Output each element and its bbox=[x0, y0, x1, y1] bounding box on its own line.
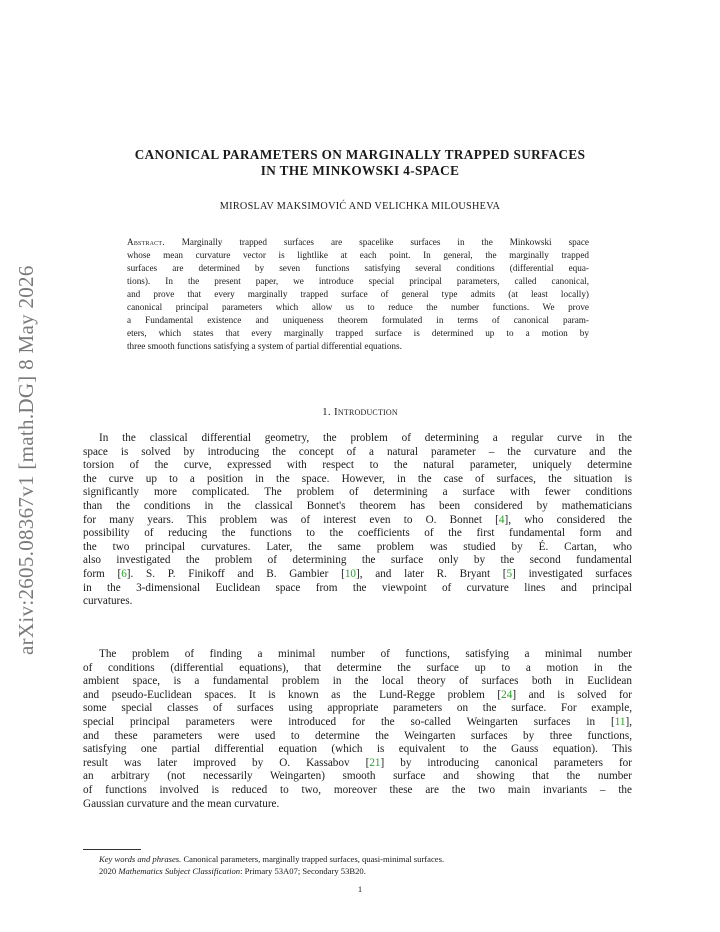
page-number: 1 bbox=[357, 884, 363, 894]
paragraph-line: satisfying one partial differential equation (which is equivalent to the Gauss equation). This bbox=[83, 743, 632, 756]
paragraph-line: significantly more complicated. The problem of determining a surface with fewer conditions bbox=[83, 486, 632, 499]
paper-title bbox=[80, 147, 640, 178]
paragraph-line: also investigated the problem of determining the surface only by the second fundamental bbox=[83, 554, 632, 567]
title-line-2: IN THE MINKOWSKI 4-SPACE bbox=[260, 162, 460, 178]
paragraph-line: of functions involved is reduced to two, moreover these are the two main invariants – the bbox=[83, 783, 632, 796]
abstract bbox=[127, 236, 589, 353]
citation-link[interactable]: [4] bbox=[495, 513, 509, 526]
paragraph-line: In the classical differential geometry, the problem of determining a regular curve in the bbox=[99, 432, 632, 444]
abstract-label: Abstract. bbox=[127, 237, 165, 247]
paragraph-line: possibility of reducing the functions to the coefficients of the first fundamental form and bbox=[83, 527, 632, 540]
title-line-1: CANONICAL PARAMETERS ON MARGINALLY TRAPPED SURFACES bbox=[134, 147, 586, 162]
section-number: 1. bbox=[322, 406, 331, 418]
arxiv-identifier-stamp: arXiv:2605.08367v1 [math.DG] 8 May 2026 bbox=[14, 265, 38, 655]
paragraph-line: of conditions (differential equations), that determine the surface up to a motion in the bbox=[83, 661, 632, 674]
paragraph-line: The problem of finding a minimal number of functions, satisfying a minimal number bbox=[99, 648, 632, 660]
abstract-line: whose mean curvature vector is lightlike at each point. In general, the marginally trapped bbox=[127, 250, 589, 261]
paragraph-line: some special classes of surfaces using appropriate parameters on the surface. For example, bbox=[83, 702, 632, 715]
section-heading-introduction bbox=[80, 406, 640, 418]
paragraph-line: and pseudo-Euclidean spaces. It is known as the Lund-Regge problem [24] and is solved for bbox=[83, 688, 632, 701]
footnote-keywords: Key words and phrases. Canonical parameters, marginally trapped surfaces, quasi-minimal surfaces. bbox=[99, 854, 445, 864]
section-title: Introduction bbox=[334, 406, 398, 418]
paragraph-line: for many years. This problem was of interest even to O. Bonnet [4], who considered the bbox=[83, 513, 632, 526]
footnote-divider bbox=[83, 849, 141, 850]
footnotes bbox=[99, 853, 639, 877]
abstract-line: surfaces are determined by seven functions satisfying several conditions (differential equa- bbox=[127, 263, 589, 274]
abstract-line: a Fundamental existence and uniqueness theorem formulated in terms of canonical param- bbox=[127, 315, 589, 326]
abstract-line: Abstract. Marginally trapped surfaces are spacelike surfaces in the Minkowski space bbox=[127, 237, 589, 247]
paragraph-line: form [6]. S. P. Finikoff and B. Gambier [10], and later R. Bryant [5] investigated surfaces bbox=[83, 567, 632, 580]
paragraph-line: special principal parameters were introduced for the so-called Weingarten surfaces in [11], bbox=[83, 715, 632, 728]
paragraph-line: result was later improved by O. Kassabov [21] by introducing canonical parameters for bbox=[83, 756, 632, 769]
paragraph-line: an arbitrary (not necessarily Weingarten) smooth surface and showing that the number bbox=[83, 770, 632, 783]
paragraph-line: torsion of the curve, expressed with respect to the natural parameter, uniquely determine bbox=[83, 459, 632, 472]
paper-authors: MIROSLAV MAKSIMOVIĆ AND VELICHKA MILOUSHEVA bbox=[219, 201, 501, 212]
paragraph-line: than the conditions in the classical Bonnet's theorem has been considered by mathematicians bbox=[83, 499, 632, 512]
paragraph-line: the curve up to a position in the space. However, in the case of surfaces, the situation is bbox=[83, 472, 632, 485]
citation-link[interactable]: [24] bbox=[497, 688, 517, 701]
citation-link[interactable]: [21] bbox=[365, 756, 385, 769]
paragraph-line: Gaussian curvature and the mean curvature. bbox=[83, 797, 280, 810]
abstract-line: tions). In the present paper, we introduce special principal parameters, called canonical, bbox=[127, 276, 589, 287]
citation-link[interactable]: [11] bbox=[610, 715, 630, 728]
abstract-line: canonical principal parameters which allow us to reduce the number functions. We prove bbox=[127, 302, 589, 313]
abstract-line: three smooth functions satisfying a system of partial differential equations. bbox=[127, 341, 402, 352]
citation-link[interactable]: [5] bbox=[502, 567, 516, 580]
paragraph-line: space is solved by introducing the concept of a natural parameter – the curvature and the bbox=[83, 445, 632, 458]
paragraph-line: curvatures. bbox=[83, 595, 133, 608]
paragraph-line: and these parameters were used to determine the Weingarten surfaces by three functions, bbox=[83, 729, 632, 742]
citation-link[interactable]: [6] bbox=[117, 567, 131, 580]
paragraph-line: the two principal curvatures. Later, the same problem was studied by É. Cartan, who bbox=[83, 540, 632, 553]
abstract-line: and prove that every marginally trapped surface of general type admits (at least locally) bbox=[127, 289, 589, 300]
citation-link[interactable]: [10] bbox=[341, 567, 360, 580]
paragraph-line: in the 3-dimensional Euclidean space from the viewpoint of curvature lines and principal bbox=[83, 581, 632, 594]
footnote-msc: 2020 Mathematics Subject Classification: Primary 53A07; Secondary 53B20. bbox=[99, 866, 366, 876]
paragraph-line: ambient space, is a fundamental problem in the local theory of surfaces both in Euclidean bbox=[83, 675, 632, 688]
introduction-paragraph-2 bbox=[83, 648, 632, 811]
introduction-paragraph-1 bbox=[83, 432, 632, 609]
abstract-line: eters, which states that every marginally trapped surface is determined up to a motion by bbox=[127, 328, 589, 339]
